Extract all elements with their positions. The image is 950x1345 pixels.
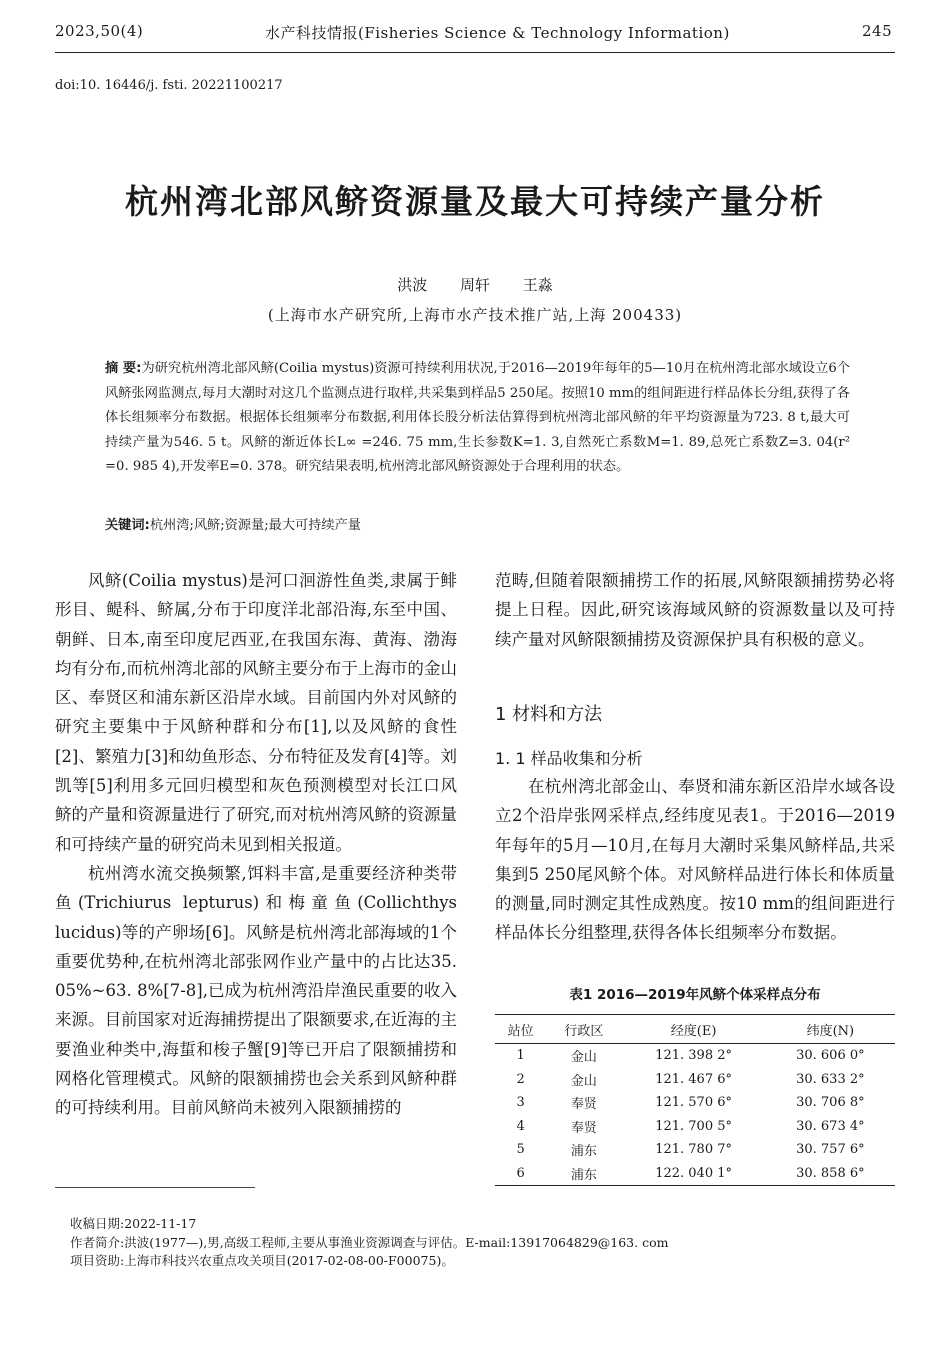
paper-title: 杭州湾北部风鲚资源量及最大可持续产量分析: [125, 182, 825, 221]
table-row: [495, 1044, 895, 1068]
table-cell: 30. 706 8°: [796, 1095, 865, 1111]
table-cell: 4: [516, 1118, 525, 1134]
table-header: 站位: [495, 1015, 546, 1044]
table-cell: 121. 570 6°: [655, 1095, 732, 1111]
table-row: [495, 1162, 895, 1186]
table-cell: 121. 780 7°: [655, 1142, 732, 1158]
keywords-text: 杭州湾;风鲚;资源量;最大可持续产量: [149, 518, 361, 533]
table-cell: 121. 398 2°: [655, 1048, 732, 1064]
table-cell: 30. 858 6°: [766, 1162, 895, 1186]
right-column-continuation: [495, 566, 895, 654]
table-cell: 金山: [570, 1050, 597, 1066]
paragraph-hangzhou-bay: 杭州湾水流交换频繁,饵料丰富,是重要经济种类带鱼(Trichiurus lepturus)和梅童鱼(Collichthys lucidus)等的产卵场[6]。风鲚是杭州湾北部海域的1个重要优势种,在杭州湾北部张网作业产量中的占比达35. 05%~63. 8%[7-8],已成为杭州湾沿岸渔民重要的收入来源。目前国家对近海捕捞提出了限额要求,在近海的主要渔业种类中,海蜇和梭子蟹[9]等已开启了限额捕捞和网格化管理模式。风鲚的限额捕捞也会关系到风鲚种群的可持续利用。目前风鲚尚未被列入限额捕捞的: [55, 863, 457, 1118]
table-cell: 3: [516, 1095, 525, 1111]
paragraph-methods: 在杭州湾北部金山、奉贤和浦东新区沿岸水域各设立2个沿岸张网采样点,经纬度见表1。于2016—2019年每年的5月—10月,在每月大潮时采集风鲚样品,共采集到5 250尾风鲚个体。对风鲚样品进行体长和体质量的测量,同时测定其性成熟度。按10 mm的组间距进行样品体长分组整理,获得各体长组频率分布数据。: [495, 777, 895, 943]
table-header: 行政区: [546, 1015, 621, 1044]
table-cell: 122. 040 1°: [621, 1162, 765, 1186]
doi[interactable]: doi:10. 16446/j. fsti. 20221100217: [55, 78, 283, 93]
affiliation: (上海市水产研究所,上海市水产技术推广站,上海 200433): [267, 306, 683, 324]
table-cell: 30. 633 2°: [796, 1071, 865, 1087]
paragraph-intro: 风鲚(Coilia mystus)是河口洄游性鱼类,隶属于鲱形目、鳀科、鲚属,分布于印度洋北部沿海,东至中国、朝鲜、日本,南至印度尼西亚,在我国东海、黄海、渤海均有分布,而杭州湾北部的风鲚主要分布于上海市的金山区、奉贤区和浦东新区沿岸水域。目前国内外对风鲚的研究主要集中于风鲚种群和分布[1],以及风鲚的食性[2]、繁殖力[3]和幼鱼形态、分布特征及发育[4]等。刘凯等[5]利用多元回归模型和灰色预测模型对长江口风鲚的产量和资源量进行了研究,而对杭州湾风鲚的资源量和可持续产量的研究尚未见到相关报道。: [55, 571, 457, 854]
table-row: [495, 1138, 895, 1162]
sampling-sites-table: [495, 1014, 895, 1186]
table-cell: 浦东: [570, 1144, 597, 1160]
table-row: [495, 1115, 895, 1139]
footnotes: [70, 1215, 900, 1271]
table-header-row: [495, 1015, 895, 1044]
table-cell: 5: [516, 1142, 525, 1158]
table-cell: 30. 673 4°: [796, 1118, 865, 1134]
author-bio: 作者简介:洪波(1977—),男,高级工程师,主要从事渔业资源调查与评估。E-mail:13917064829@163. com: [70, 1234, 669, 1250]
abstract-text: 为研究杭州湾北部风鲚(Coilia mystus)资源可持续利用状况,于2016—2019年每年的5—10月在杭州湾北部水域设立6个风鲚张网监测点,每月大潮时对这几个监测点进行取样,共采集到样品5 250尾。按照10 mm的组间距进行样品体长分组,获得了各体长组频率分布数据。根据体长组频率分布数据,利用体长股分析法估算得到杭州湾北部风鲚的年平均资源量为723. 8 t,最大可持续产量为546. 5 t。风鲚的渐近体长L∞ =246. 75 mm,生长参数K=1. 3,自然死亡系数M=1. 89,总死亡系数Z=3. 04(r² =0. 985 4),开发率E=0. 378。研究结果表明,杭州湾北部风鲚资源处于合理利用的状态。: [105, 361, 850, 475]
received-date: 收稿日期:2022-11-17: [70, 1216, 197, 1231]
table-cell: 奉贤: [570, 1120, 597, 1136]
table-cell: 1: [516, 1048, 525, 1064]
right-column-methods: [495, 772, 895, 948]
table-cell: 30. 606 0°: [796, 1048, 865, 1064]
table-cell: 浦东: [546, 1162, 621, 1186]
table-cell: 奉贤: [570, 1097, 597, 1113]
section-heading: 1 材料和方法: [495, 704, 603, 725]
table-cell: 121. 467 6°: [655, 1071, 732, 1087]
abstract-label: 摘 要:: [105, 361, 142, 376]
subsection-heading: 1. 1 样品收集和分析: [495, 749, 643, 768]
table-cell: 121. 700 5°: [655, 1118, 732, 1134]
issue-number: 2023,50(4): [55, 22, 144, 40]
header-rule: [55, 52, 895, 53]
journal-name: 水产科技情报(Fisheries Science & Technology Information): [265, 24, 730, 42]
table-row: [495, 1091, 895, 1115]
footnote-rule: [55, 1187, 255, 1188]
abstract: [105, 357, 850, 480]
table-cell: 6: [495, 1162, 546, 1186]
table-header: 纬度(N): [766, 1015, 895, 1044]
left-column: [55, 566, 457, 1123]
paragraph-continuation: 范畴,但随着限额捕捞工作的拓展,风鲚限额捕捞势必将提上日程。因此,研究该海域风鲚的资源数量以及可持续产量对风鲚限额捕捞及资源保护具有积极的意义。: [495, 571, 895, 649]
table-cell: 金山: [570, 1073, 597, 1089]
page-number: 245: [862, 22, 893, 40]
authors: 洪波 周轩 王淼: [397, 276, 553, 294]
table-header: 经度(E): [621, 1015, 765, 1044]
table-cell: 30. 757 6°: [796, 1142, 865, 1158]
table-caption: 表1 2016—2019年风鲚个体采样点分布: [569, 987, 821, 1003]
funding: 项目资助:上海市科技兴农重点攻关项目(2017-02-08-00-F00075)。: [70, 1253, 454, 1268]
table-cell: 2: [516, 1071, 525, 1087]
keywords-label: 关键词:: [105, 518, 150, 533]
table-row: [495, 1068, 895, 1092]
keywords: [105, 514, 850, 533]
